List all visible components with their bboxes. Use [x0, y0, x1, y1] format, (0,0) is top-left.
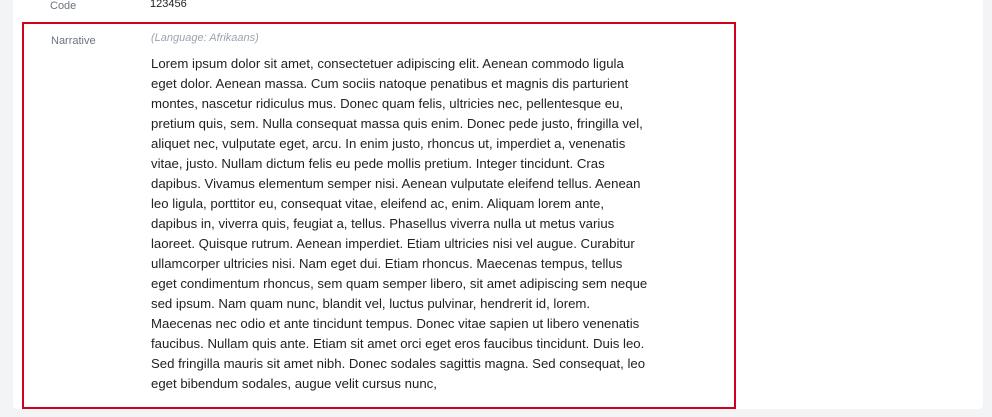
narrative-language-hint: (Language: Afrikaans) — [151, 32, 259, 44]
code-label: Code — [50, 0, 77, 12]
code-value: 123456 — [150, 0, 187, 10]
code-row — [13, 0, 983, 16]
narrative-highlight-box — [22, 22, 736, 409]
narrative-label: Narrative — [51, 35, 96, 47]
narrative-text: Lorem ipsum dolor sit amet, consectetuer adipiscing elit. Aenean commodo ligula eget dolor. Aenean massa. Cum sociis natoque penatibus et magnis dis parturient montes, nascetur ridiculus mus. Donec quam felis, ultricies nec, pellentesque eu, pretium quis, sem. Nulla consequat massa quis enim. Donec pede justo, fringilla vel, aliquet nec, vulputate eget, arcu. In enim justo, rhoncus ut, imperdiet a, venenatis vitae, justo. Nullam dictum felis eu pede mollis pretium. Integer tincidunt. Cras dapibus. Vivamus elementum semper nisi. Aenean vulputate eleifend tellus. Aenean leo ligula, porttitor eu, consequat vitae, eleifend ac, enim. Aliquam lorem ante, dapibus in, viverra quis, feugiat a, tellus. Phasellus viverra nulla ut metus varius laoreet. Quisque rutrum. Aenean imperdiet. Etiam ultricies nisi vel augue. Curabitur ullamcorper ultricies nisi. Nam eget dui. Etiam rhoncus. Maecenas tempus, tellus eget condimentum rhoncus, sem quam semper libero, sit amet adipiscing sem neque sed ipsum. Nam quam nunc, blandit vel, luctus pulvinar, hendrerit id, lorem. Maecenas nec odio et ante tincidunt tempus. Donec vitae sapien ut libero venenatis faucibus. Nullam quis ante. Etiam sit amet orci eget eros faucibus tincidunt. Duis leo. Sed fringilla mauris sit amet nibh. Donec sodales sagittis magna. Sed consequat, leo eget bibendum sodales, augue velit cursus nunc, — [151, 56, 648, 391]
